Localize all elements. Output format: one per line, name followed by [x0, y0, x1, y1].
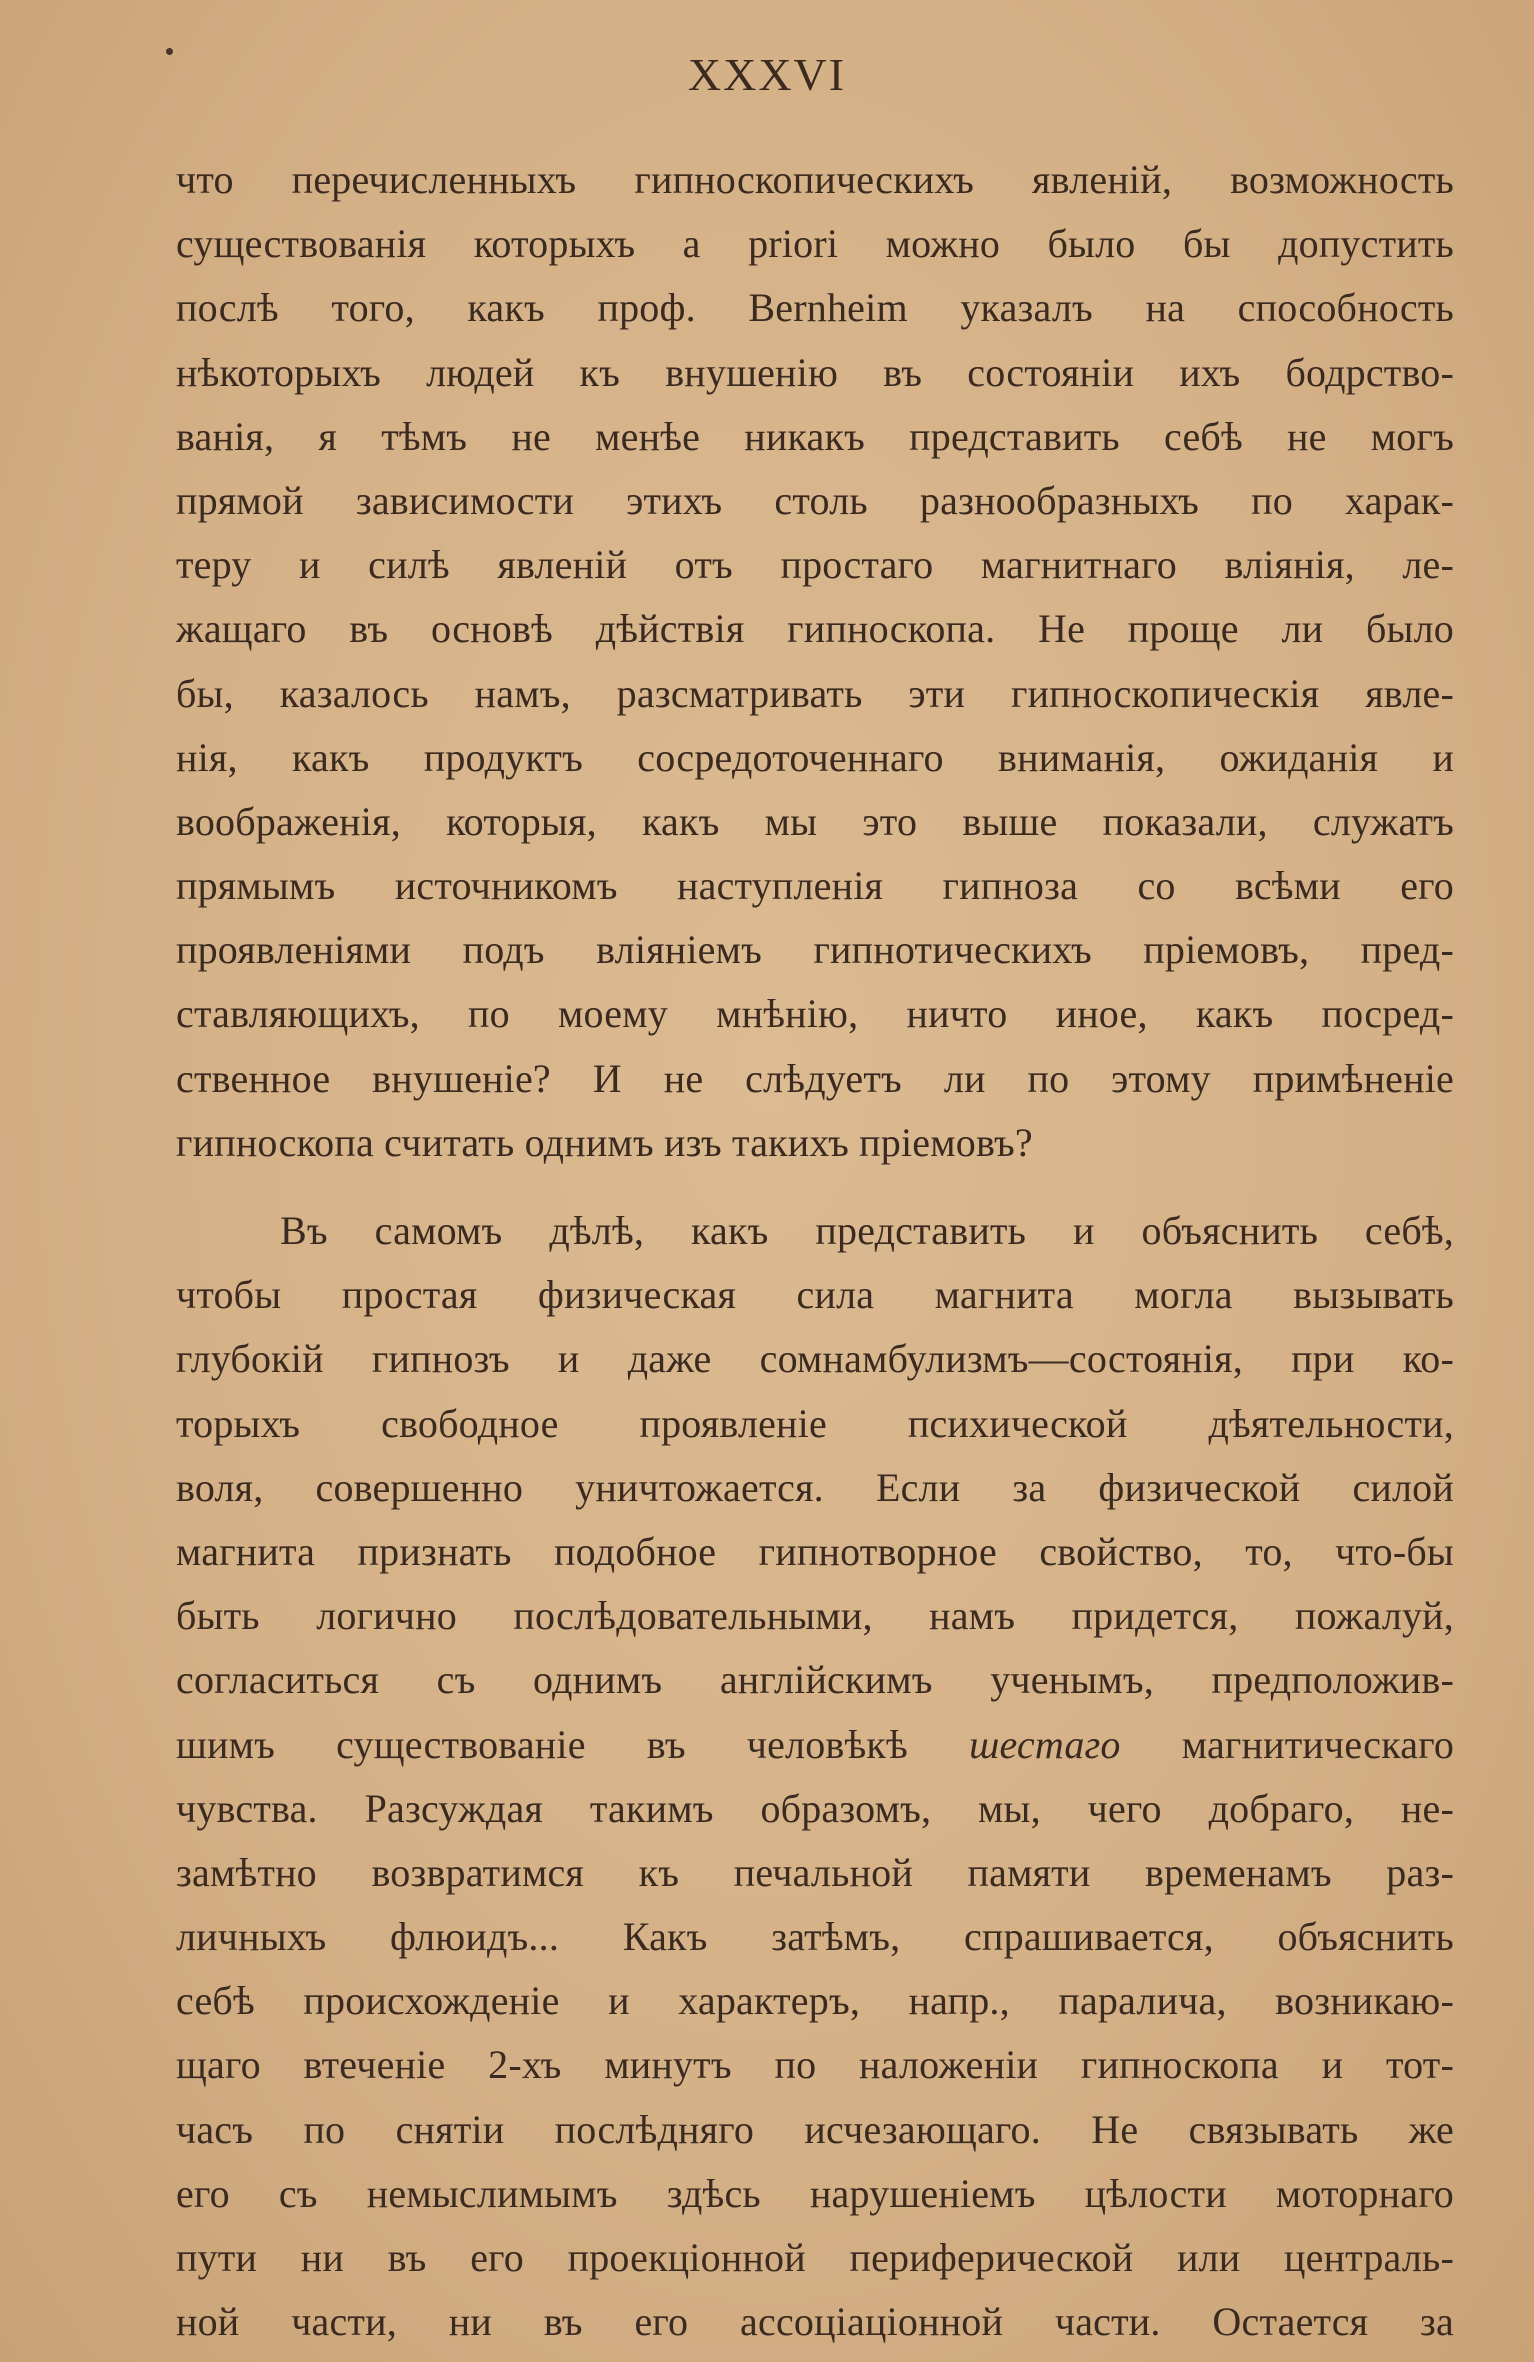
- text-line: прямой зависимости этихъ столь разнообразныхъ по харак-: [176, 477, 1454, 523]
- text-line: его съ немыслимымъ здѣсь нарушеніемъ цѣлости моторнаго: [176, 2170, 1454, 2216]
- text-line: нѣкоторыхъ людей къ внушенію въ состояніи ихъ бодрство-: [176, 349, 1454, 395]
- page-number: XXXVI: [687, 49, 847, 100]
- paragraph-2: [176, 1199, 1454, 2354]
- text-line: ванія, я тѣмъ не менѣе никакъ представить себѣ не могъ: [176, 413, 1454, 459]
- text-line: чувства. Разсуждая такимъ образомъ, мы, чего добраго, не-: [176, 1785, 1454, 1831]
- text-line: глубокій гипнозъ и даже сомнамбулизмъ—состоянія, при ко-: [176, 1336, 1454, 1382]
- text-line: Въ самомъ дѣлѣ, какъ представить и объяснить себѣ,: [280, 1208, 1454, 1253]
- text-line: ной части, ни въ его ассоціаціонной части. Остается за: [176, 2299, 1454, 2345]
- text-line: быть логично послѣдовательными, намъ придется, пожалуй,: [176, 1593, 1454, 1639]
- text-line: ственное внушеніе? И не слѣдуетъ ли по этому примѣненіе: [176, 1055, 1454, 1101]
- body-text: [176, 148, 1454, 2354]
- text-line: пути ни въ его проекціонной периферической или централь-: [176, 2235, 1454, 2280]
- text-line: чтобы простая физическая сила магнита могла вызывать: [176, 1272, 1454, 1318]
- text-line: жащаго въ основѣ дѣйствія гипноскопа. Не проще ли было: [176, 606, 1454, 652]
- text-line: воображенія, которыя, какъ мы это выше показали, служатъ: [176, 798, 1454, 844]
- text-line: теру и силѣ явленій отъ простаго магнитнаго вліянія, ле-: [176, 542, 1454, 588]
- text-line: торыхъ свободное проявленіе психической дѣятельности,: [176, 1400, 1454, 1446]
- paragraph-gap: [176, 1175, 1454, 1199]
- text-segment: шимъ существованіе въ человѣкѣ: [176, 1721, 908, 1767]
- text-line: себѣ происхожденіе и характеръ, напр., паралича, возникаю-: [176, 1978, 1454, 2024]
- text-line: замѣтно возвратимся къ печальной памяти временамъ раз-: [176, 1849, 1454, 1895]
- text-segment: магнитическаго: [1181, 1721, 1454, 1767]
- text-line: ставляющихъ, по моему мнѣнію, ничто иное, какъ посред-: [176, 991, 1454, 1037]
- text-line: прямымъ источникомъ наступленія гипноза со всѣми его: [176, 863, 1454, 909]
- text-line: часъ по снятіи послѣдняго исчезающаго. Не связывать же: [176, 2106, 1454, 2152]
- text-line: проявленіями подъ вліяніемъ гипнотическихъ пріемовъ, пред-: [176, 927, 1454, 973]
- text-line: щаго втеченіе 2-хъ минутъ по наложеніи гипноскопа и тот-: [176, 2042, 1454, 2088]
- text-line: воля, совершенно уничтожается. Если за физической силой: [176, 1464, 1454, 1510]
- paragraph-1: [176, 148, 1454, 1175]
- text-line: гипноскопа считать однимъ изъ такихъ пріемовъ?: [176, 1119, 1033, 1165]
- text-line: послѣ того, какъ проф. Bernheim указалъ на способность: [176, 285, 1454, 331]
- text-line: что перечисленныхъ гипноскопическихъ явленій, возможность: [176, 157, 1454, 202]
- text-line: существованія которыхъ a priori можно было бы допустить: [176, 221, 1454, 267]
- text-line-with-italic: [176, 1713, 1454, 1777]
- text-line: магнита признать подобное гипнотворное свойство, то, что-бы: [176, 1528, 1454, 1574]
- text-line: личныхъ флюидъ... Какъ затѣмъ, спрашивается, объяснить: [176, 1914, 1454, 1960]
- text-line: бы, казалось намъ, разсматривать эти гипноскопическія явле-: [176, 670, 1454, 716]
- text-line: нія, какъ продуктъ сосредоточеннаго вниманія, ожиданія и: [176, 734, 1454, 780]
- italic-word: шестаго: [969, 1721, 1121, 1767]
- text-line: согласиться съ однимъ англійскимъ ученымъ, предположив-: [176, 1657, 1454, 1703]
